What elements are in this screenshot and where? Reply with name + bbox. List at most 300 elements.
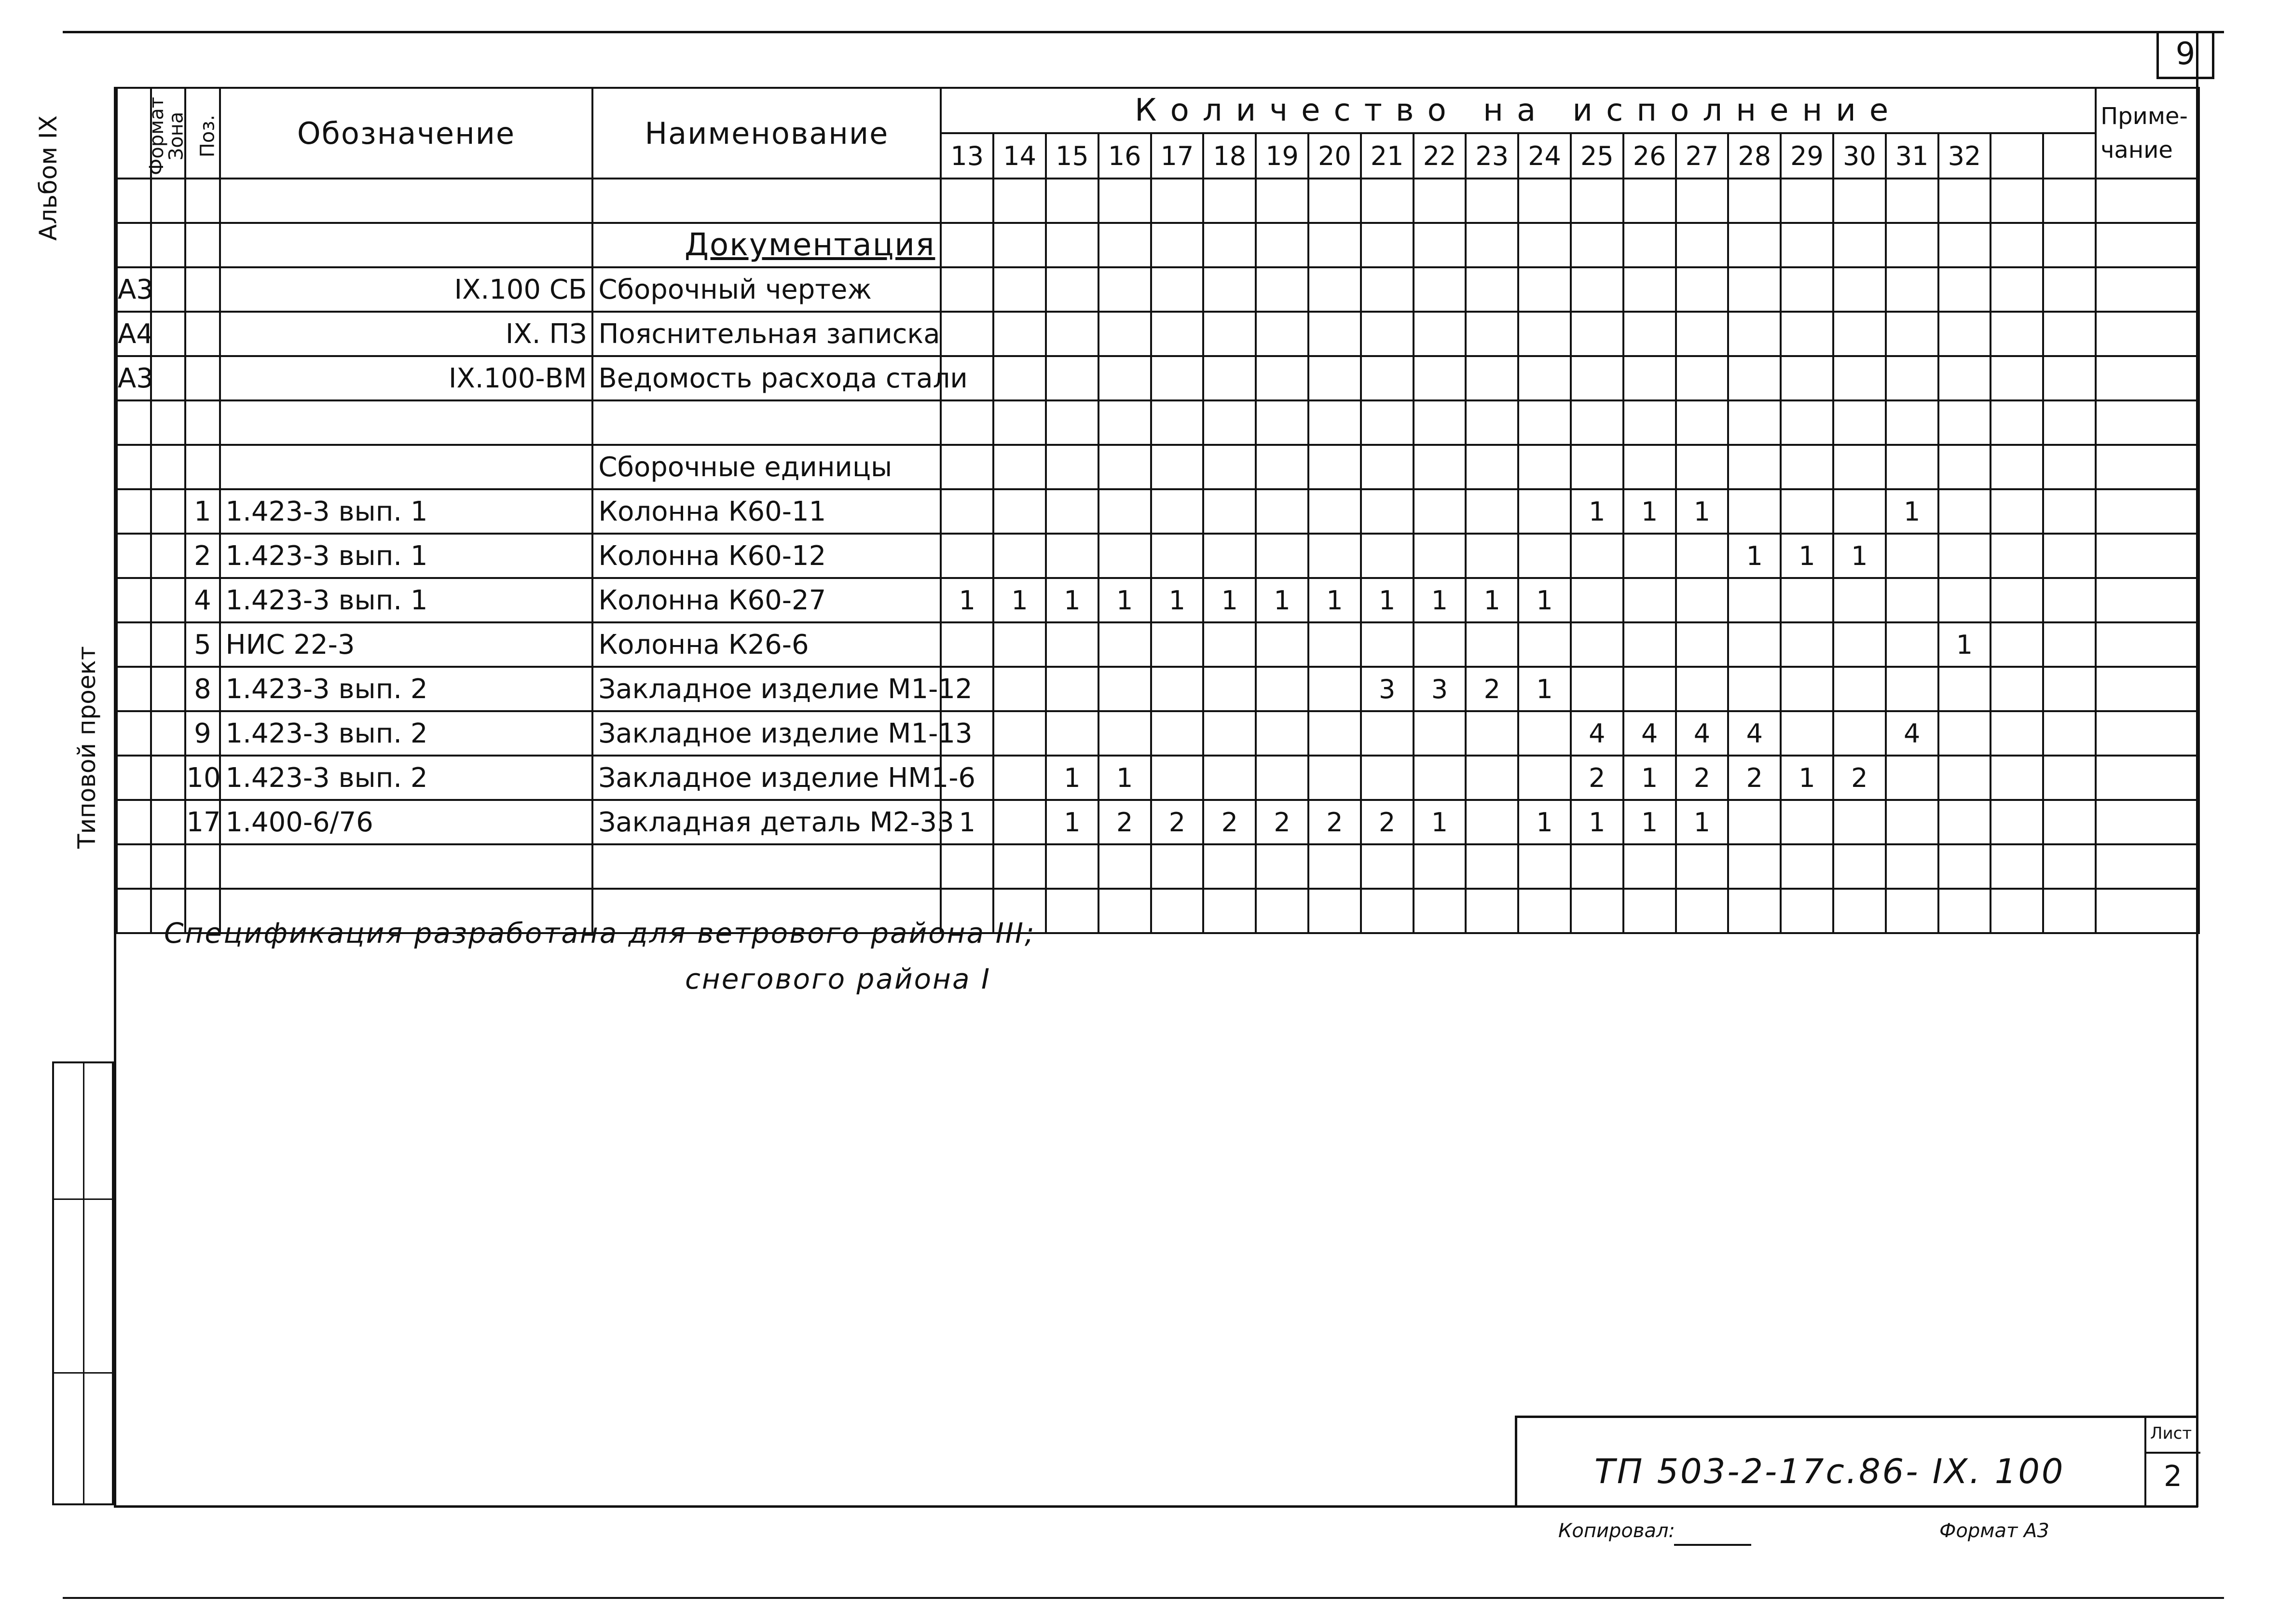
quantity-cell [1991,844,2043,889]
quantity-cell [1098,889,1151,933]
note-cell [2096,844,2199,889]
quantity-cell [1571,312,1623,356]
variant-header: 24 [1518,133,1571,179]
zone-cell [151,711,185,756]
quantity-cell [1466,312,1518,356]
quantity-cell [1571,889,1623,933]
sheet-number-box [2156,31,2214,79]
quantity-cell [1203,889,1256,933]
quantity-cell [1886,667,1938,711]
quantity-cell [1991,267,2043,312]
quantity-cell [1308,889,1361,933]
quantity-cell: 1 [1046,800,1098,844]
designation-cell: 1.423-3 вып. 1 [220,534,593,578]
quantity-cell [1098,489,1151,534]
quantity-cell [941,489,993,534]
quantity-cell [2043,489,2096,534]
note-cell [2096,578,2199,622]
quantity-cell [1781,844,1833,889]
quantity-cell [1361,534,1414,578]
quantity-cell [941,445,993,489]
quantity-cell [1203,267,1256,312]
quantity-cell [1466,445,1518,489]
quantity-cell [1151,445,1204,489]
quantity-cell [1571,356,1623,400]
quantity-cell [1256,445,1308,489]
quantity-cell [1728,844,1781,889]
quantity-cell [941,622,993,667]
designation-cell: IX.100 СБ [220,267,593,312]
quantity-cell [1676,889,1729,933]
album-label [34,115,62,241]
quantity-cell [1098,179,1151,223]
table-row [117,844,2199,889]
quantity-cell [1728,578,1781,622]
quantity-cell [1151,489,1204,534]
quantity-cell [1256,356,1308,400]
quantity-cell: 1 [1308,578,1361,622]
quantity-cell [1676,400,1729,445]
quantity-cell: 1 [1414,800,1466,844]
quantity-cell [1676,844,1729,889]
table-row [117,489,2199,534]
quantity-cell: 1 [1571,489,1623,534]
quantity-cell [1728,445,1781,489]
quantity-cell: 1 [1781,756,1833,800]
quantity-cell [1938,223,1991,267]
quantity-cell [1256,179,1308,223]
quantity-cell [1938,756,1991,800]
quantity-cell [1518,400,1571,445]
quantity-cell [1833,578,1886,622]
footer-line [63,1597,2224,1599]
quantity-cell [1361,889,1414,933]
pos-cell [185,356,220,400]
quantity-cell [1098,267,1151,312]
quantity-cell [1728,667,1781,711]
quantity-cell [1046,622,1098,667]
table-row [117,800,2199,844]
format-cell [117,622,151,667]
quantity-cell [1046,489,1098,534]
quantity-cell [1833,356,1886,400]
quantity-cell: 2 [1571,756,1623,800]
quantity-cell: 1 [1098,756,1151,800]
quantity-cell [2043,578,2096,622]
quantity-cell: 1 [1623,800,1676,844]
quantity-cell [1991,578,2043,622]
quantity-cell [993,800,1046,844]
pos-cell [185,312,220,356]
quantity-cell: 2 [1151,800,1204,844]
quantity-cell [1308,179,1361,223]
quantity-cell: 1 [1676,489,1729,534]
quantity-cell [1466,489,1518,534]
name-cell: Закладное изделие М1-12 [592,667,941,711]
quantity-cell [941,223,993,267]
quantity-cell [1518,356,1571,400]
spec-note-line2: снегового района I [685,963,991,995]
project-label [73,632,101,863]
designation-cell [220,179,593,223]
quantity-cell [1833,889,1886,933]
quantity-cell [1833,667,1886,711]
document-code: ТП 503-2-17с.86- IX. 100 [1594,1452,2065,1491]
note-cell [2096,312,2199,356]
quantity-cell [1833,267,1886,312]
quantity-cell [1833,223,1886,267]
table-row [117,667,2199,711]
quantity-cell [1938,667,1991,711]
quantity-cell [1414,312,1466,356]
title-sheet-number: 2 [2164,1459,2183,1493]
quantity-cell [1308,400,1361,445]
quantity-cell [1098,667,1151,711]
quantity-cell [1151,179,1204,223]
quantity-cell [1833,489,1886,534]
pos-cell: 2 [185,534,220,578]
quantity-cell: 1 [941,800,993,844]
quantity-cell [1414,489,1466,534]
quantity-cell: 1 [1361,578,1414,622]
quantity-cell [2043,622,2096,667]
quantity-cell [1886,179,1938,223]
quantity-cell: 2 [1676,756,1729,800]
quantity-cell [1571,534,1623,578]
pos-cell: 9 [185,711,220,756]
table-row [117,622,2199,667]
quantity-cell [1046,667,1098,711]
quantity-cell [1203,445,1256,489]
quantity-cell [1098,622,1151,667]
quantity-cell: 2 [1256,800,1308,844]
quantity-cell [1361,400,1414,445]
quantity-cell [1886,445,1938,489]
quantity-cell [1571,267,1623,312]
quantity-cell [993,223,1046,267]
quantity-cell [1151,667,1204,711]
col-note-header: Приме-чание [2096,88,2199,179]
specification-table [116,87,2200,934]
quantity-cell [1623,445,1676,489]
quantity-cell [2043,356,2096,400]
quantity-cell [993,711,1046,756]
zone-cell [151,489,185,534]
name-cell: Сборочный чертеж [592,267,941,312]
quantity-cell [1781,622,1833,667]
quantity-cell [1151,756,1204,800]
quantity-cell [1781,445,1833,489]
quantity-cell [1676,622,1729,667]
quantity-cell [1623,356,1676,400]
quantity-cell [1046,312,1098,356]
note-cell [2096,489,2199,534]
quantity-cell [941,844,993,889]
quantity-cell [1623,667,1676,711]
quantity-cell [2043,889,2096,933]
quantity-cell [1098,534,1151,578]
quantity-cell [1414,844,1466,889]
table-row [117,400,2199,445]
quantity-cell [1623,578,1676,622]
quantity-cell: 1 [941,578,993,622]
quantity-cell [1203,356,1256,400]
quantity-cell [993,489,1046,534]
format-cell [117,578,151,622]
quantity-cell [1991,445,2043,489]
format-cell [117,489,151,534]
table-row [117,312,2199,356]
quantity-cell [1991,223,2043,267]
name-cell: Колонна К60-11 [592,489,941,534]
quantity-cell [1046,534,1098,578]
quantity-cell [1623,179,1676,223]
quantity-cell [2043,844,2096,889]
quantity-cell [1098,711,1151,756]
pos-cell: 4 [185,578,220,622]
pos-cell [185,267,220,312]
quantity-cell [1203,489,1256,534]
quantity-cell [1518,756,1571,800]
pos-cell [185,400,220,445]
quantity-cell [1151,844,1204,889]
note-cell [2096,800,2199,844]
quantity-cell [1781,889,1833,933]
quantity-cell [1308,534,1361,578]
quantity-cell [1728,400,1781,445]
table-row [117,356,2199,400]
quantity-cell [1256,667,1308,711]
quantity-cell [1466,622,1518,667]
quantity-cell [1308,312,1361,356]
quantity-cell [1623,223,1676,267]
variant-header: 25 [1571,133,1623,179]
quantity-cell [1938,445,1991,489]
quantity-cell: 1 [1151,578,1204,622]
col-name-header: Наименование [592,88,941,179]
quantity-cell [1728,267,1781,312]
quantity-cell [1361,179,1414,223]
quantity-cell [1151,534,1204,578]
quantity-cell [1466,179,1518,223]
quantity-cell [1361,711,1414,756]
quantity-cell: 1 [1203,578,1256,622]
quantity-cell [1991,400,2043,445]
quantity-cell: 1 [1518,800,1571,844]
quantity-cell: 1 [1256,578,1308,622]
note-cell [2096,445,2199,489]
variant-header: 22 [1414,133,1466,179]
quantity-cell [1833,622,1886,667]
quantity-cell [1518,445,1571,489]
quantity-cell [1518,844,1571,889]
format-cell [117,534,151,578]
quantity-cell [2043,179,2096,223]
quantity-cell [1466,711,1518,756]
quantity-cell [1203,400,1256,445]
quantity-cell [1414,622,1466,667]
note-cell [2096,223,2199,267]
quantity-cell: 1 [1938,622,1991,667]
format-cell: А3 [117,356,151,400]
quantity-cell [1256,622,1308,667]
quantity-cell [1886,356,1938,400]
sheet-label: Лист [2150,1424,2192,1443]
quantity-cell [1151,223,1204,267]
quantity-cell [1833,400,1886,445]
quantity-cell: 4 [1571,711,1623,756]
quantity-cell [1886,312,1938,356]
designation-cell [220,223,593,267]
quantity-cell [941,179,993,223]
pos-cell: 1 [185,489,220,534]
zone-cell [151,578,185,622]
variant-header: 32 [1938,133,1991,179]
note-cell [2096,711,2199,756]
variant-header [2043,133,2096,179]
quantity-cell [1466,844,1518,889]
quantity-cell [1781,267,1833,312]
quantity-cell [1938,578,1991,622]
quantity-cell [1361,756,1414,800]
quantity-cell [1046,179,1098,223]
designation-cell [220,844,593,889]
col-zone-header: Зона [151,88,185,179]
zone-cell [151,356,185,400]
col-format-header: Формат [117,88,151,179]
quantity-cell [1308,711,1361,756]
pos-cell: 17 [185,800,220,844]
quantity-cell [993,356,1046,400]
quantity-cell: 1 [1676,800,1729,844]
name-cell: Пояснительная записка [592,312,941,356]
quantity-cell [1518,622,1571,667]
quantity-cell [2043,223,2096,267]
quantity-cell: 1 [1728,534,1781,578]
quantity-cell [1518,223,1571,267]
variant-header [1991,133,2043,179]
quantity-cell [1308,667,1361,711]
quantity-cell [1781,711,1833,756]
quantity-cell [1781,578,1833,622]
quantity-cell [1046,844,1098,889]
quantity-cell: 1 [1886,489,1938,534]
designation-cell: НИС 22-3 [220,622,593,667]
name-cell: Ведомость расхода стали [592,356,941,400]
table-row [117,578,2199,622]
quantity-cell [1308,756,1361,800]
quantity-cell [1991,800,2043,844]
quantity-cell [1886,267,1938,312]
quantity-cell: 4 [1886,711,1938,756]
quantity-cell: 4 [1728,711,1781,756]
table-row [117,223,2199,267]
quantity-cell [1098,356,1151,400]
note-cell [2096,400,2199,445]
variant-header: 14 [993,133,1046,179]
quantity-cell [1728,179,1781,223]
zone-cell [151,312,185,356]
quantity-cell [2043,800,2096,844]
quantity-cell [2043,267,2096,312]
table-row [117,534,2199,578]
quantity-cell [1256,844,1308,889]
quantity-cell [1938,267,1991,312]
pos-cell [185,223,220,267]
quantity-cell [1256,889,1308,933]
album-text: Альбом [34,147,62,241]
quantity-cell [1571,578,1623,622]
quantity-cell [1414,534,1466,578]
sheet-number: 9 [2175,36,2196,72]
table-row [117,756,2199,800]
note-cell [2096,179,2199,223]
quantity-cell [1466,267,1518,312]
quantity-cell [941,400,993,445]
note-cell [2096,889,2199,933]
quantity-cell [1256,312,1308,356]
quantity-cell [1728,223,1781,267]
approval-stamp-column [52,1061,114,1505]
quantity-cell [1938,179,1991,223]
designation-cell: 1.400-6/76 [220,800,593,844]
quantity-cell [1256,534,1308,578]
quantity-cell [1518,489,1571,534]
quantity-cell [1256,400,1308,445]
quantity-cell [2043,534,2096,578]
album-roman: IX [34,115,62,139]
quantity-cell [1046,445,1098,489]
col-designation-header: Обозначение [220,88,593,179]
note-cell [2096,534,2199,578]
quantity-cell [1938,534,1991,578]
quantity-cell [1676,667,1729,711]
quantity-cell [1414,223,1466,267]
quantity-cell [1414,711,1466,756]
quantity-cell [1151,400,1204,445]
quantity-cell [1518,312,1571,356]
quantity-cell [1203,711,1256,756]
quantity-cell: 1 [1623,489,1676,534]
copied-by: Копировал: [1558,1520,1675,1542]
quantity-cell [1256,267,1308,312]
quantity-cell [1308,844,1361,889]
quantity-cell [993,267,1046,312]
quantity-cell [1308,223,1361,267]
quantity-cell: 1 [993,578,1046,622]
variant-header: 17 [1151,133,1204,179]
quantity-cell [993,622,1046,667]
quantity-cell [1571,179,1623,223]
quantity-cell [1203,622,1256,667]
quantity-cell [1781,400,1833,445]
quantity-cell [1833,445,1886,489]
quantity-cell [1466,756,1518,800]
zone-cell [151,179,185,223]
quantity-cell [993,667,1046,711]
quantity-cell: 1 [1623,756,1676,800]
name-cell: Колонна К60-12 [592,534,941,578]
quantity-cell: 1 [1571,800,1623,844]
quantity-cell [1623,534,1676,578]
quantity-cell [1308,622,1361,667]
quantity-cell [1361,844,1414,889]
quantity-cell [1623,400,1676,445]
quantity-cell [1938,844,1991,889]
quantity-cell: 1 [1046,578,1098,622]
quantity-cell [1728,489,1781,534]
quantity-cell [1781,489,1833,534]
